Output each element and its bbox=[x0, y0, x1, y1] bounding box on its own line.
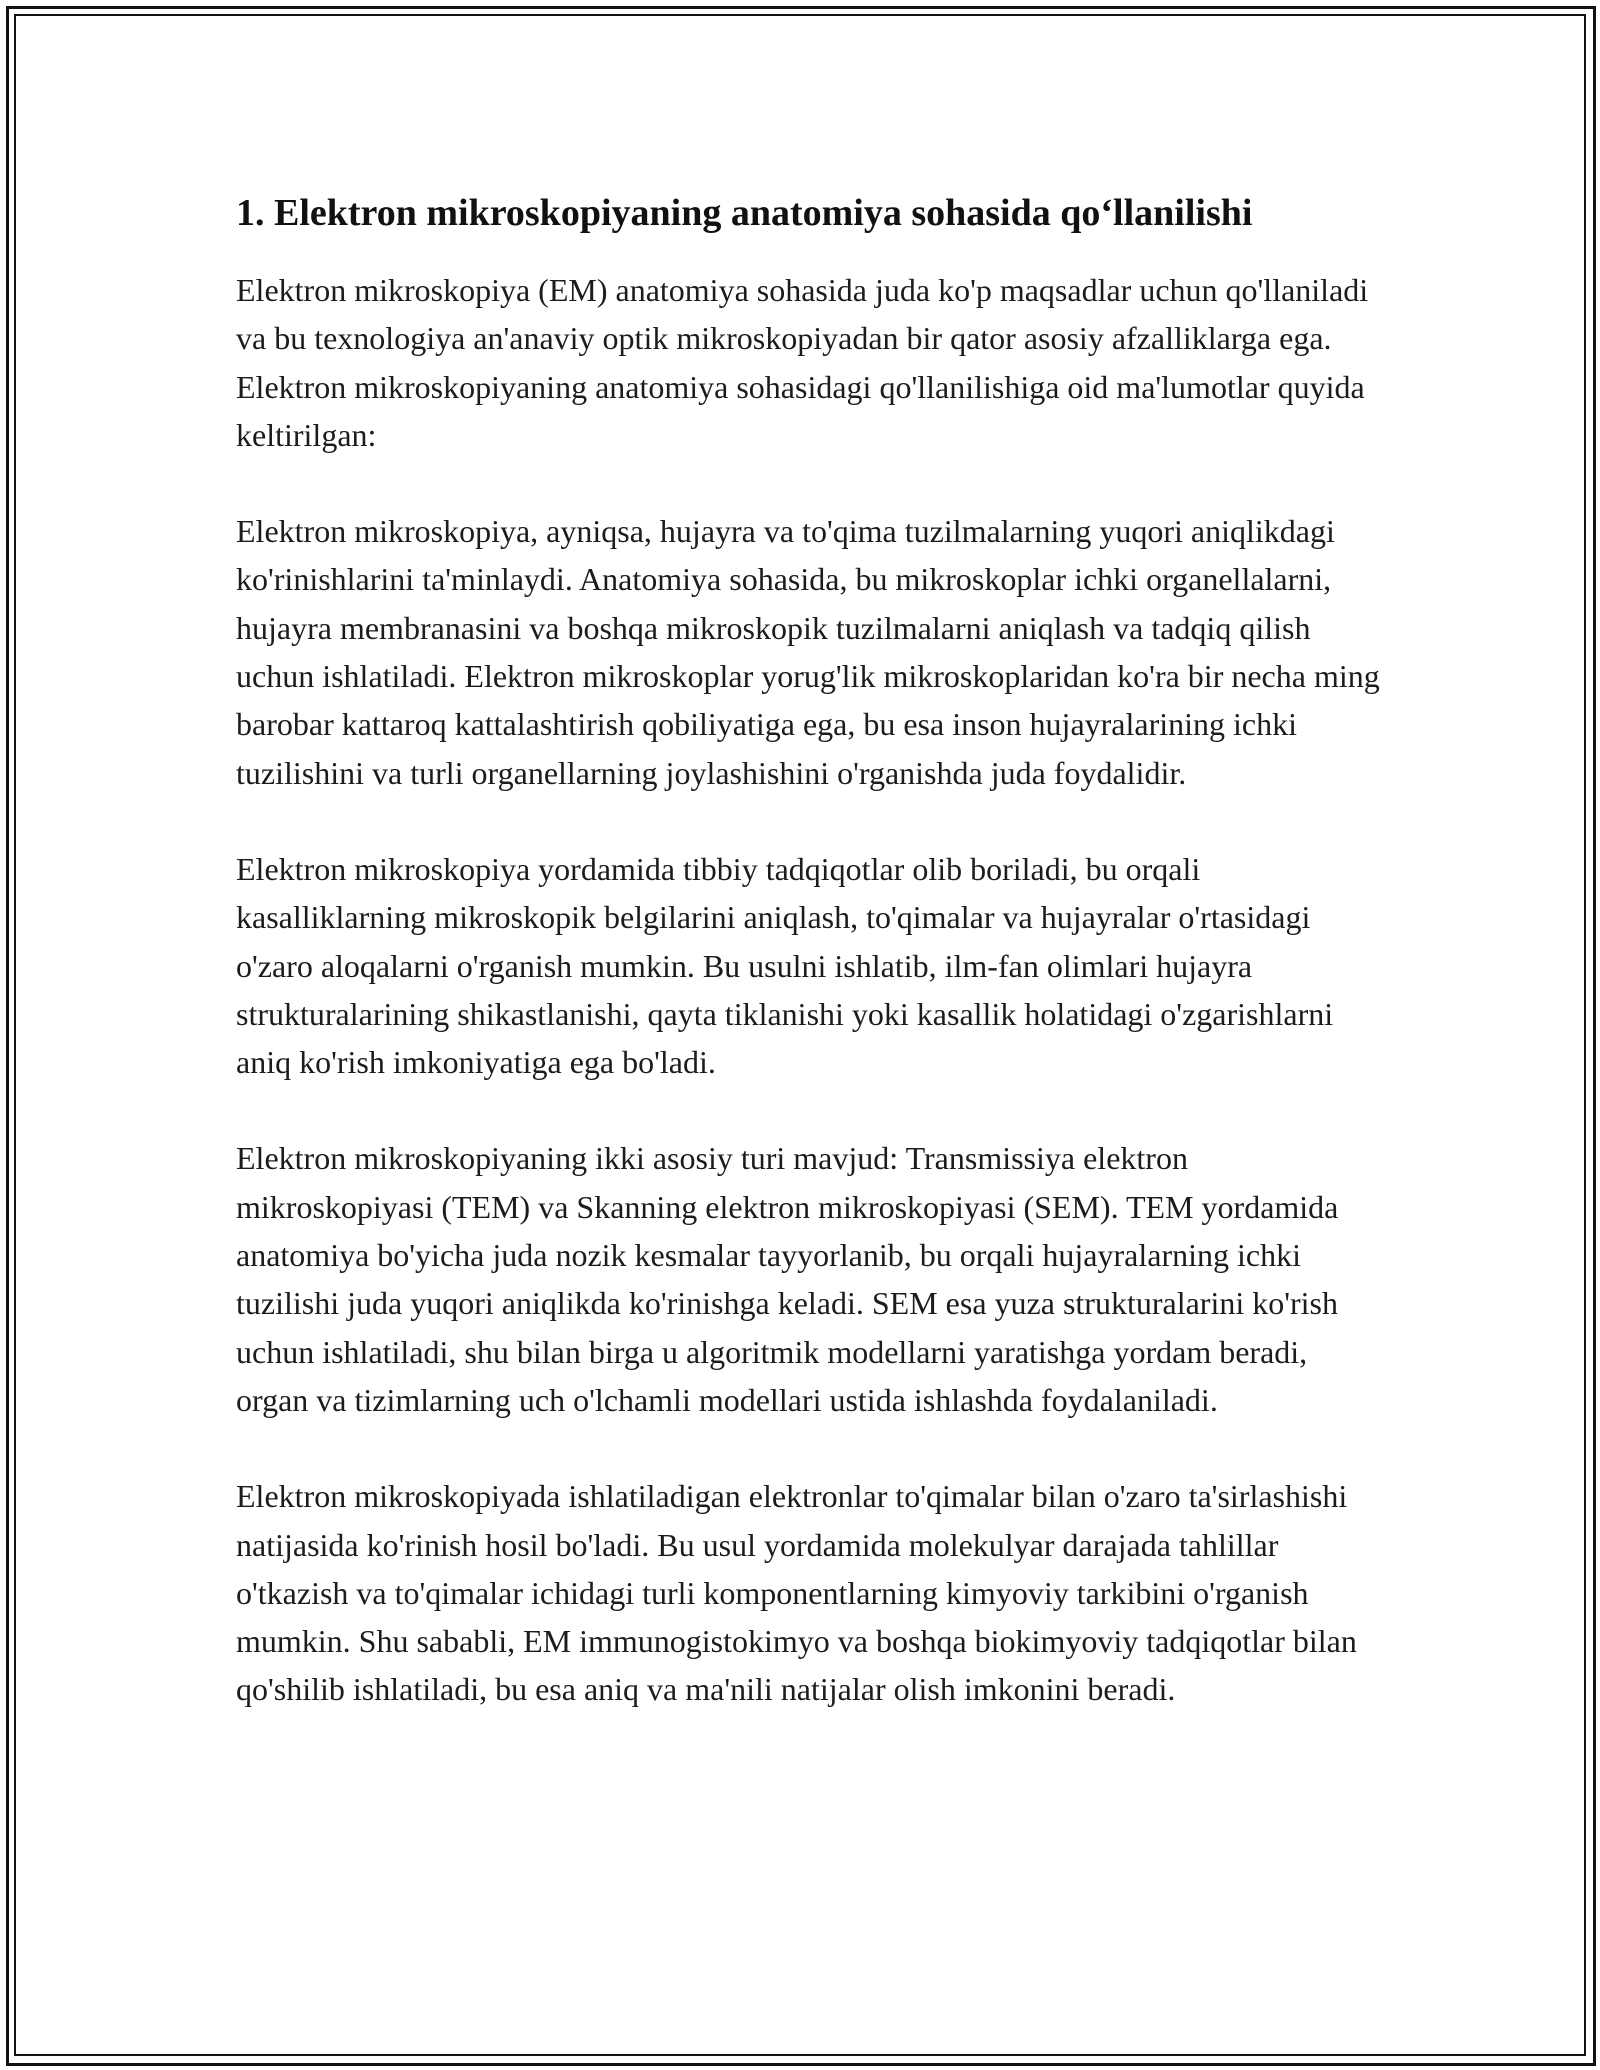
document-body bbox=[236, 186, 1386, 1762]
paragraph-molecular-analysis: Elektron mikroskopiyada ishlatiladigan elektronlar to'qimalar bilan o'zaro ta'sirlashishi natijasida ko'rinish hosil bo'ladi. Bu usul yordamida molekulyar darajada tahlillar o'tkazish va to'qimalar ichidagi turli komponentlarning kimyoviy tarkibini o'rganish mumkin. Shu sababli, EM immunogistokimyo va boshqa biokimyoviy tadqiqotlar bilan qo'shilib ishlatiladi, bu esa aniq va ma'nili natijalar olish imkonini beradi. bbox=[236, 1478, 1357, 1708]
paragraph-resolution: Elektron mikroskopiya, ayniqsa, hujayra va to'qima tuzilmalarning yuqori aniqlikdagi ko'rinishlarini ta'minlaydi. Anatomiya sohasida, bu mikroskoplar ichki organellalarni, hujayra membranasini va boshqa mikroskopik tuzilmalarni aniqlash va tadqiq qilish uchun ishlatiladi. Elektron mikroskoplar yorug'lik mikroskoplaridan ko'ra bir necha ming barobar kattaroq kattalashtirish qobiliyatiga ega, bu esa inson hujayralarining ichki tuzilishini va turli organellarning joylashishini o'rganishda juda foydalidir. bbox=[236, 513, 1380, 791]
section-heading: 1. Elektron mikroskopiyaning anatomiya sohasida qo‘llanilishi bbox=[236, 192, 1253, 234]
paragraph-intro: Elektron mikroskopiya (EM) anatomiya sohasida juda ko'p maqsadlar uchun qo'llaniladi va bu texnologiya an'anaviy optik mikroskopiyadan bir qator asosiy afzalliklarga ega. Elektron mikroskopiyaning anatomiya sohasidagi qo'llanilishiga oid ma'lumotlar quyida keltirilgan: bbox=[236, 272, 1369, 453]
paragraph-em-types: Elektron mikroskopiyaning ikki asosiy turi mavjud: Transmissiya elektron mikroskopiyasi (TEM) va Skanning elektron mikroskopiyasi (SEM). TEM yordamida anatomiya bo'yicha juda nozik kesmalar tayyorlanib, bu orqali hujayralarning ichki tuzilishi juda yuqori aniqlikda ko'rinishga keladi. SEM esa yuza strukturalarini ko'rish uchun ishlatiladi, shu bilan birga u algoritmik modellarni yaratishga yordam beradi, organ va tizimlarning uch o'lchamli modellari ustida ishlashda foydalaniladi. bbox=[236, 1140, 1339, 1418]
paragraph-medical-research: Elektron mikroskopiya yordamida tibbiy tadqiqotlar olib boriladi, bu orqali kasalliklarning mikroskopik belgilarini aniqlash, to'qimalar va hujayralar o'rtasidagi o'zaro aloqalarni o'rganish mumkin. Bu usulni ishlatib, ilm-fan olimlari hujayra strukturalarining shikastlanishi, qayta tiklanishi yoki kasallik holatidagi o'zgarishlarni aniq ko'rish imkoniyatiga ega bo'ladi. bbox=[236, 850, 1334, 1081]
